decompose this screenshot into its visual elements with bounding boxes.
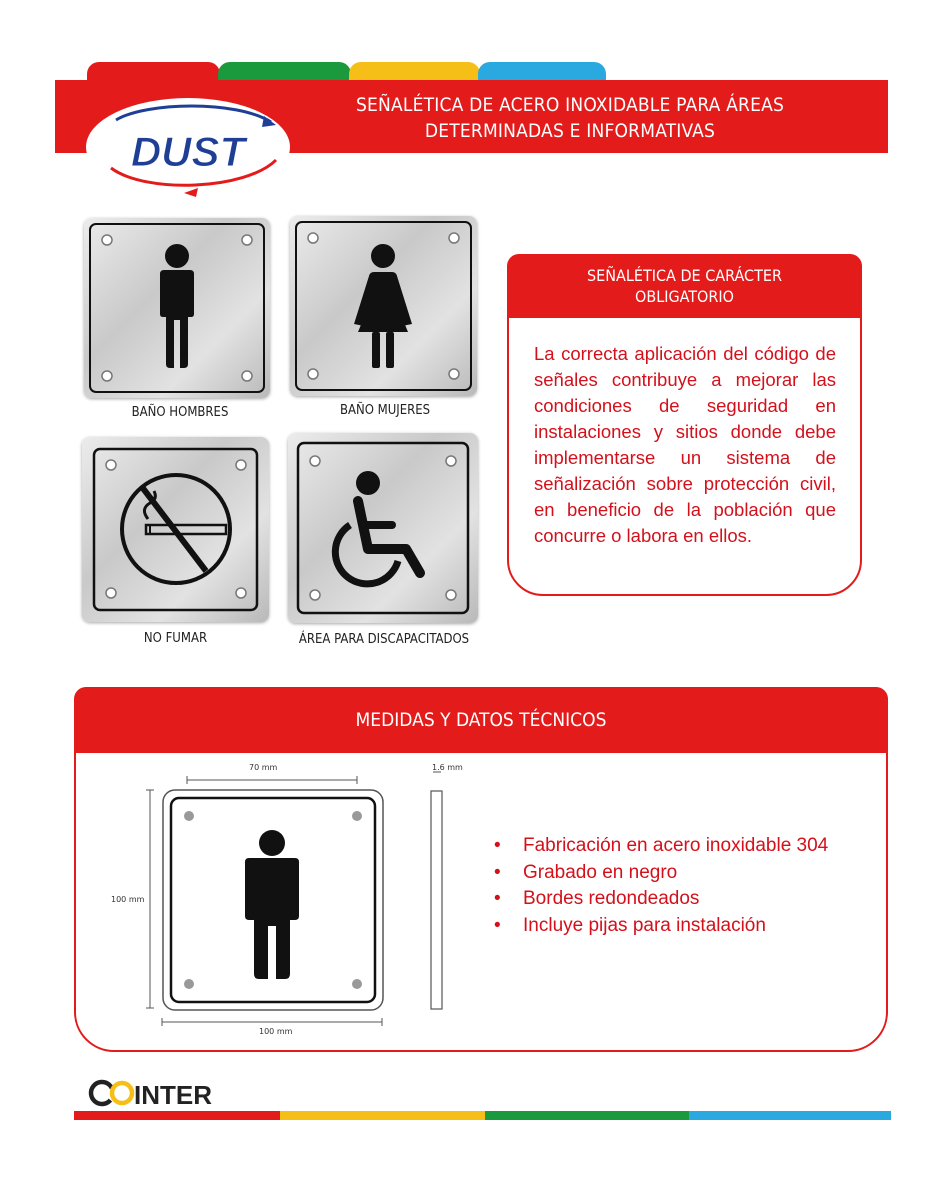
feature-list [494, 833, 828, 939]
feature-item: • Fabricación en acero inoxidable 304 [494, 833, 828, 860]
obligatory-card-header [507, 254, 862, 318]
woman-icon [354, 244, 412, 368]
footer-strip-red [74, 1111, 280, 1120]
wheelchair-icon [335, 471, 420, 584]
dim-label-inner-width: 70 mm [249, 763, 278, 772]
no-smoking-icon [122, 475, 230, 583]
feature-item: • Grabado en negro [494, 860, 828, 887]
technical-card-header [74, 687, 888, 753]
obligatory-title-line-1: SEÑALÉTICA DE CARÁCTER [587, 266, 782, 285]
sign-label-no-smoking: NO FUMAR [143, 631, 208, 646]
footer-strip-blue [689, 1111, 891, 1120]
logo-text: DUST [130, 128, 246, 175]
svg-text:INTER: INTER [134, 1080, 212, 1110]
page-title-line-1: SEÑALÉTICA DE ACERO INOXIDABLE PARA ÁREAS [355, 94, 785, 116]
page-title [300, 92, 840, 144]
sign-plate-accessible [288, 433, 478, 623]
dim-label-height: 100 mm [111, 895, 145, 904]
man-icon [160, 244, 194, 368]
technical-drawing [100, 758, 480, 1042]
dim-label-width: 100 mm [259, 1027, 293, 1036]
obligatory-body: La correcta aplicación del código de señales contribuye a mejorar las condiciones de seguridad en instalaciones y sitios donde debe implementarse un sistema de señalización sobre protección civil, en beneficio de la población que concurre o labora en ellos. [534, 343, 836, 546]
page-title-line-2: DETERMINADAS E INFORMATIVAS [424, 120, 716, 142]
obligatory-title-line-2: OBLIGATORIO [635, 287, 734, 306]
footer-strip-green [485, 1111, 689, 1120]
sign-plate-no-smoking [82, 437, 269, 622]
dim-label-thickness: 1.6 mm [432, 763, 463, 772]
sign-label-women: BAÑO MUJERES [339, 403, 431, 418]
feature-item: • Incluye pijas para instalación [494, 913, 828, 940]
sign-plate-women [290, 216, 477, 396]
sign-label-men: BAÑO HOMBRES [131, 405, 229, 420]
cointer-logo [88, 1074, 228, 1110]
technical-title: MEDIDAS Y DATOS TÉCNICOS [355, 709, 607, 731]
footer-strip-yellow [280, 1111, 485, 1120]
feature-item: • Bordes redondeados [494, 886, 828, 913]
sign-label-accessible: ÁREA PARA DISCAPACITADOS [298, 632, 470, 647]
dust-logo [86, 98, 290, 198]
sign-plate-men [84, 218, 270, 398]
